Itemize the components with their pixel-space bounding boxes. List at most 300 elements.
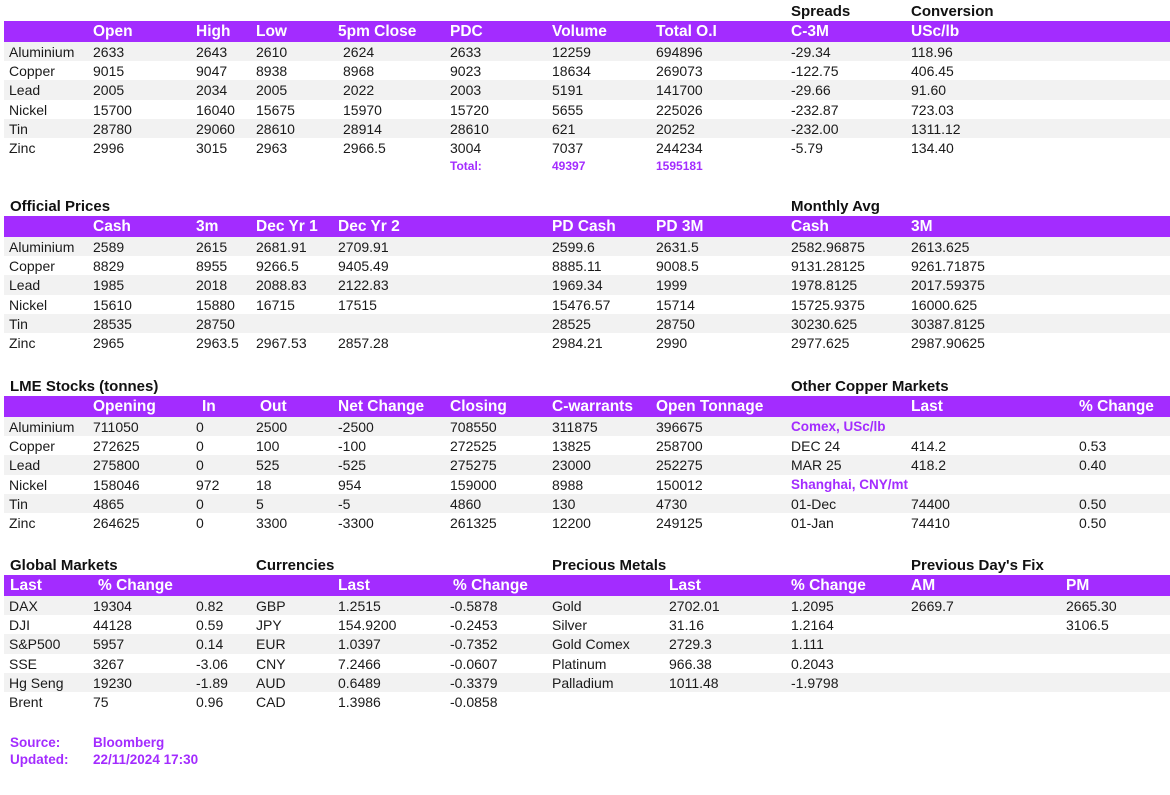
table-cell: 275275 <box>450 457 497 474</box>
table-cell: 275800 <box>93 457 140 474</box>
table-cell: 9261.71875 <box>911 258 985 275</box>
table-cell: 2022 <box>343 82 375 99</box>
metal-name: Tin <box>9 495 28 512</box>
table-cell: 972 <box>196 476 220 493</box>
table-row <box>4 333 1170 352</box>
table-cell: 3015 <box>196 139 228 156</box>
table-cell: -232.00 <box>791 120 839 137</box>
previous-fix-title: Previous Day's Fix <box>911 557 1044 574</box>
table-cell: 269073 <box>656 63 703 80</box>
table-cell: 1999 <box>656 277 688 294</box>
precious-metal-last: 966.38 <box>669 655 712 672</box>
table-cell: -232.87 <box>791 101 839 118</box>
table-cell: 8955 <box>196 258 228 275</box>
metal-name: Lead <box>9 82 41 99</box>
copper-contract: MAR 25 <box>791 457 842 474</box>
table-cell: 723.03 <box>911 101 954 118</box>
table-cell: 18634 <box>552 63 591 80</box>
global-market-name: Brent <box>9 693 43 710</box>
table-cell: 2966.5 <box>343 139 386 156</box>
col-copper-last: Last <box>911 398 943 415</box>
table-cell: 16000.625 <box>911 296 978 313</box>
col-usc-lb: USc/lb <box>911 23 960 40</box>
col-pd-cash: PD Cash <box>552 218 616 235</box>
copper-contract: 01-Dec <box>791 495 837 512</box>
table-cell: 91.60 <box>911 82 947 99</box>
table-cell: 100 <box>256 438 280 455</box>
table-cell: 3004 <box>450 139 482 156</box>
table-cell: 8938 <box>256 63 288 80</box>
copper-change: 0.50 <box>1079 495 1107 512</box>
col-closing: Closing <box>450 398 507 415</box>
table-cell: 396675 <box>656 419 703 435</box>
metal-name: Lead <box>9 277 41 294</box>
lme-prices-total-row <box>4 157 1170 175</box>
table-cell: 8829 <box>93 258 125 275</box>
table-cell: 2088.83 <box>256 277 307 294</box>
precious-metal-change: -1.9798 <box>791 674 839 691</box>
table-cell: 225026 <box>656 101 703 118</box>
global-market-name: DJI <box>9 617 30 634</box>
table-cell: 2857.28 <box>338 334 389 351</box>
table-cell: 9266.5 <box>256 258 299 275</box>
table-cell: 23000 <box>552 457 591 474</box>
metal-name: Copper <box>9 438 55 455</box>
currency-change: -0.0607 <box>450 655 498 672</box>
fix-am-value: 2669.7 <box>911 598 954 614</box>
table-cell: 28610 <box>450 120 489 137</box>
copper-last: 414.2 <box>911 438 947 455</box>
metal-name: Aluminium <box>9 44 75 60</box>
markets-row <box>4 673 1170 692</box>
global-market-last: 19304 <box>93 598 132 614</box>
col-copper-change: % Change <box>1079 398 1154 415</box>
precious-metal-name: Gold <box>552 598 582 614</box>
table-cell: 28750 <box>196 315 235 332</box>
copper-contract: 01-Jan <box>791 514 834 531</box>
table-cell: 252275 <box>656 457 703 474</box>
total-label: Total: <box>450 159 482 174</box>
lme-stocks-table <box>4 376 1170 532</box>
table-cell: 2633 <box>93 44 125 60</box>
col-c-3m: C-3M <box>791 23 829 40</box>
global-market-last: 19230 <box>93 674 132 691</box>
currencies-title: Currencies <box>256 557 335 574</box>
global-markets-title: Global Markets <box>10 557 118 574</box>
table-row <box>4 42 1170 61</box>
lme-prices-table <box>4 0 1170 175</box>
table-cell: 9047 <box>196 63 228 80</box>
table-cell: 118.96 <box>911 44 953 60</box>
markets-row <box>4 634 1170 653</box>
metal-name: Tin <box>9 315 28 332</box>
table-cell: -2500 <box>338 419 374 435</box>
col-total-oi: Total O.I <box>656 23 717 40</box>
table-cell: 2987.90625 <box>911 334 985 351</box>
lme-prices-header <box>4 21 1170 42</box>
global-market-name: DAX <box>9 598 38 614</box>
table-cell: 7037 <box>552 139 584 156</box>
precious-metal-change: 1.2095 <box>791 598 834 614</box>
table-cell: 20252 <box>656 120 695 137</box>
markets-row <box>4 596 1170 615</box>
global-market-last: 5957 <box>93 636 125 653</box>
spreads-heading: Spreads <box>791 3 851 20</box>
table-cell: 311875 <box>552 419 598 435</box>
table-row <box>4 80 1170 99</box>
currency-name: CNY <box>256 655 286 672</box>
precious-metal-change: 1.2164 <box>791 617 834 634</box>
table-cell: 711050 <box>93 419 139 435</box>
table-cell: -5.79 <box>791 139 823 156</box>
table-cell: 258700 <box>656 438 703 455</box>
currency-last: 154.9200 <box>338 617 397 634</box>
table-cell: 2017.59375 <box>911 277 985 294</box>
table-cell: 15476.57 <box>552 296 611 313</box>
updated-value: 22/11/2024 17:30 <box>93 752 199 767</box>
col-volume: Volume <box>552 23 607 40</box>
table-cell: 28535 <box>93 315 132 332</box>
table-cell: 406.45 <box>911 63 954 80</box>
table-cell: 8988 <box>552 476 584 493</box>
metal-name: Nickel <box>9 476 48 493</box>
metal-name: Tin <box>9 120 28 137</box>
col-open: Open <box>93 23 133 40</box>
official-prices-titles <box>4 196 1170 216</box>
table-cell: 1985 <box>93 277 125 294</box>
table-cell: 17515 <box>338 296 377 313</box>
table-cell: 694896 <box>656 44 703 60</box>
col-3m: 3m <box>196 218 219 235</box>
fix-pm-value: 3106.5 <box>1066 617 1109 634</box>
lme-stocks-header <box>4 396 1170 417</box>
table-cell: 5191 <box>552 82 584 99</box>
col-currency-change: % Change <box>453 577 528 594</box>
lme-stocks-body <box>4 417 1170 532</box>
global-market-change: 0.96 <box>196 693 224 710</box>
markets-row <box>4 654 1170 673</box>
currency-last: 1.0397 <box>338 636 381 653</box>
source-value: Bloomberg <box>93 735 165 750</box>
table-cell: 2615 <box>196 239 228 255</box>
col-low: Low <box>256 23 287 40</box>
table-cell: 13825 <box>552 438 591 455</box>
table-cell: 8968 <box>343 63 375 80</box>
table-cell: 9008.5 <box>656 258 699 275</box>
markets-titles <box>4 555 1170 575</box>
table-cell: 2610 <box>256 44 288 60</box>
total-volume: 49397 <box>552 159 586 174</box>
table-cell: 0 <box>196 419 204 435</box>
table-cell: 2965 <box>93 334 125 351</box>
markets-body <box>4 596 1170 711</box>
table-cell: 2018 <box>196 277 228 294</box>
global-market-change: 0.14 <box>196 636 224 653</box>
table-cell: 15880 <box>196 296 235 313</box>
table-cell: 2589 <box>93 239 125 255</box>
table-cell: 249125 <box>656 514 703 531</box>
copper-last: 74400 <box>911 495 950 512</box>
col-currency-last: Last <box>338 577 370 594</box>
table-cell: 0 <box>196 514 204 531</box>
table-cell: 2599.6 <box>552 239 595 255</box>
currency-last: 0.6489 <box>338 674 381 691</box>
global-market-name: SSE <box>9 655 38 672</box>
table-cell: 2990 <box>656 334 688 351</box>
table-cell: 28750 <box>656 315 695 332</box>
table-cell: 0 <box>196 495 204 512</box>
updated-label: Updated: <box>10 752 69 767</box>
table-cell: 130 <box>552 495 576 512</box>
col-net-change: Net Change <box>338 398 425 415</box>
table-cell: 150012 <box>656 476 703 493</box>
col-precious-last: Last <box>669 577 701 594</box>
currency-change: -0.7352 <box>450 636 498 653</box>
table-cell: 4865 <box>93 495 125 512</box>
lme-prices-group-headers <box>4 0 1170 21</box>
global-market-name: S&P500 <box>9 636 61 653</box>
table-row <box>4 119 1170 138</box>
table-cell: 2003 <box>450 82 482 99</box>
metal-name: Nickel <box>9 101 48 118</box>
total-oi: 1595181 <box>656 159 703 174</box>
table-cell: 15675 <box>256 101 295 118</box>
table-cell: 12200 <box>552 514 591 531</box>
copper-last: 418.2 <box>911 457 947 474</box>
table-cell: 2977.625 <box>791 334 850 351</box>
other-copper-title: Other Copper Markets <box>791 378 949 395</box>
metal-name: Aluminium <box>9 239 75 255</box>
table-cell: 30230.625 <box>791 315 858 332</box>
table-cell: 2643 <box>196 44 228 60</box>
col-open-tonnage: Open Tonnage <box>656 398 764 415</box>
currency-change: -0.2453 <box>450 617 498 634</box>
lme-stocks-title: LME Stocks (tonnes) <box>10 378 159 395</box>
table-cell: 29060 <box>196 120 235 137</box>
copper-change: 0.40 <box>1079 457 1107 474</box>
table-row <box>4 237 1170 256</box>
precious-metal-name: Palladium <box>552 674 614 691</box>
currency-change: -0.0858 <box>450 693 498 710</box>
table-cell: 12259 <box>552 44 591 60</box>
precious-metal-last: 2729.3 <box>669 636 712 653</box>
table-row <box>4 436 1170 455</box>
table-cell: 2005 <box>256 82 288 99</box>
metal-name: Nickel <box>9 296 48 313</box>
table-cell: 261325 <box>450 514 497 531</box>
metal-name: Copper <box>9 63 55 80</box>
currency-name: AUD <box>256 674 286 691</box>
currency-name: JPY <box>256 617 282 634</box>
table-cell: 15720 <box>450 101 489 118</box>
global-market-change: -3.06 <box>196 655 228 672</box>
table-cell: 1978.8125 <box>791 277 858 294</box>
markets-row <box>4 692 1170 711</box>
fix-pm-value: 2665.30 <box>1066 598 1117 614</box>
table-cell: 525 <box>256 457 280 474</box>
table-cell: -525 <box>338 457 367 474</box>
col-monthly-3m: 3M <box>911 218 933 235</box>
col-high: High <box>196 23 231 40</box>
official-prices-body <box>4 237 1170 352</box>
precious-metal-change: 1.111 <box>791 636 824 653</box>
table-cell: 28525 <box>552 315 591 332</box>
precious-metal-name: Platinum <box>552 655 607 672</box>
table-cell: 18 <box>256 476 272 493</box>
currency-change: -0.5878 <box>450 598 498 614</box>
table-cell: 954 <box>338 476 362 493</box>
col-monthly-cash: Cash <box>791 218 829 235</box>
metal-name: Aluminium <box>9 419 75 435</box>
metal-name: Copper <box>9 258 55 275</box>
currency-last: 1.3986 <box>338 693 381 710</box>
official-prices-header <box>4 216 1170 237</box>
table-cell: 5655 <box>552 101 584 118</box>
global-market-last: 44128 <box>93 617 132 634</box>
global-market-change: 0.82 <box>196 598 224 614</box>
col-fix-am: AM <box>911 577 936 594</box>
metal-name: Zinc <box>9 334 36 351</box>
col-global-change: % Change <box>98 577 173 594</box>
copper-last: 74410 <box>911 514 950 531</box>
table-cell: 244234 <box>656 139 703 156</box>
table-row <box>4 314 1170 333</box>
col-c-warrants: C-warrants <box>552 398 633 415</box>
table-cell: 159000 <box>450 476 497 493</box>
lme-prices-body <box>4 42 1170 157</box>
currency-last: 7.2466 <box>338 655 381 672</box>
table-cell: 621 <box>552 120 576 137</box>
col-pd-3m: PD 3M <box>656 218 704 235</box>
table-cell: 15970 <box>343 101 382 118</box>
table-cell: 4730 <box>656 495 688 512</box>
table-row <box>4 275 1170 294</box>
table-cell: 15700 <box>93 101 132 118</box>
col-dec-yr-2: Dec Yr 2 <box>338 218 400 235</box>
table-cell: -29.34 <box>791 44 831 60</box>
table-row <box>4 417 1170 436</box>
precious-metal-change: 0.2043 <box>791 655 834 672</box>
table-cell: 15714 <box>656 296 695 313</box>
table-cell: -5 <box>338 495 351 512</box>
table-cell: 134.40 <box>911 139 954 156</box>
table-cell: 158046 <box>93 476 140 493</box>
table-row <box>4 61 1170 80</box>
table-cell: -29.66 <box>791 82 831 99</box>
table-cell: 2624 <box>343 44 375 60</box>
table-cell: 272525 <box>450 438 497 455</box>
precious-metal-last: 1011.48 <box>669 674 719 691</box>
col-out: Out <box>260 398 287 415</box>
table-cell: 9131.28125 <box>791 258 865 275</box>
table-row <box>4 494 1170 513</box>
copper-contract: DEC 24 <box>791 438 841 455</box>
table-row <box>4 455 1170 474</box>
markets-header <box>4 575 1170 596</box>
col-fix-pm: PM <box>1066 577 1090 594</box>
table-cell: 2631.5 <box>656 239 699 255</box>
table-cell: 0 <box>196 457 204 474</box>
table-cell: 28610 <box>256 120 295 137</box>
table-cell: 2681.91 <box>256 239 307 255</box>
table-cell: 2709.91 <box>338 239 389 255</box>
col-pdc: PDC <box>450 23 483 40</box>
metal-name: Zinc <box>9 514 36 531</box>
global-market-change: 0.59 <box>196 617 224 634</box>
copper-market-heading: Shanghai, CNY/mt <box>791 476 909 492</box>
lme-stocks-titles <box>4 376 1170 396</box>
table-cell: 9023 <box>450 63 482 80</box>
table-row <box>4 138 1170 157</box>
col-global-last: Last <box>10 577 42 594</box>
col-5pm-close: 5pm Close <box>338 23 417 40</box>
metal-name: Zinc <box>9 139 36 156</box>
table-cell: 2996 <box>93 139 125 156</box>
currency-last: 1.2515 <box>338 598 381 614</box>
table-cell: 1311.12 <box>911 120 961 137</box>
table-cell: 28780 <box>93 120 132 137</box>
col-cash: Cash <box>93 218 131 235</box>
metal-name: Lead <box>9 457 41 474</box>
conversion-heading: Conversion <box>911 3 994 20</box>
table-cell: 0 <box>196 438 204 455</box>
table-cell: 2034 <box>196 82 228 99</box>
table-cell: 1969.34 <box>552 277 603 294</box>
table-cell: 8885.11 <box>552 258 602 275</box>
global-market-last: 75 <box>93 693 109 710</box>
table-cell: 28914 <box>343 120 382 137</box>
table-cell: 2500 <box>256 419 288 435</box>
table-cell: 2967.53 <box>256 334 307 351</box>
table-cell: 16715 <box>256 296 295 313</box>
source-label: Source: <box>10 735 61 750</box>
precious-metal-name: Gold Comex <box>552 636 630 653</box>
table-cell: 9405.49 <box>338 258 389 275</box>
table-cell: 2582.96875 <box>791 239 865 255</box>
table-cell: 2005 <box>93 82 125 99</box>
col-in: In <box>202 398 216 415</box>
currency-name: EUR <box>256 636 286 653</box>
table-cell: 2984.21 <box>552 334 603 351</box>
table-cell: 2122.83 <box>338 277 389 294</box>
table-cell: 2963 <box>256 139 288 156</box>
table-cell: 2963.5 <box>196 334 239 351</box>
table-cell: -3300 <box>338 514 374 531</box>
copper-change: 0.50 <box>1079 514 1107 531</box>
table-cell: 15725.9375 <box>791 296 865 313</box>
table-row <box>4 475 1170 494</box>
currency-name: GBP <box>256 598 286 614</box>
global-market-last: 3267 <box>93 655 125 672</box>
precious-metal-last: 31.16 <box>669 617 705 634</box>
copper-change: 0.53 <box>1079 438 1107 455</box>
precious-metal-name: Silver <box>552 617 588 634</box>
global-market-name: Hg Seng <box>9 674 64 691</box>
markets-table <box>4 555 1170 711</box>
table-cell: 264625 <box>93 514 140 531</box>
table-cell: 9015 <box>93 63 125 80</box>
table-cell: 2613.625 <box>911 239 970 255</box>
col-opening: Opening <box>93 398 156 415</box>
table-cell: 2633 <box>450 44 482 60</box>
table-cell: 15610 <box>93 296 132 313</box>
table-cell: 4860 <box>450 495 482 512</box>
table-row <box>4 100 1170 119</box>
col-precious-change: % Change <box>791 577 866 594</box>
table-cell: 16040 <box>196 101 235 118</box>
table-cell: -122.75 <box>791 63 839 80</box>
table-row <box>4 513 1170 532</box>
